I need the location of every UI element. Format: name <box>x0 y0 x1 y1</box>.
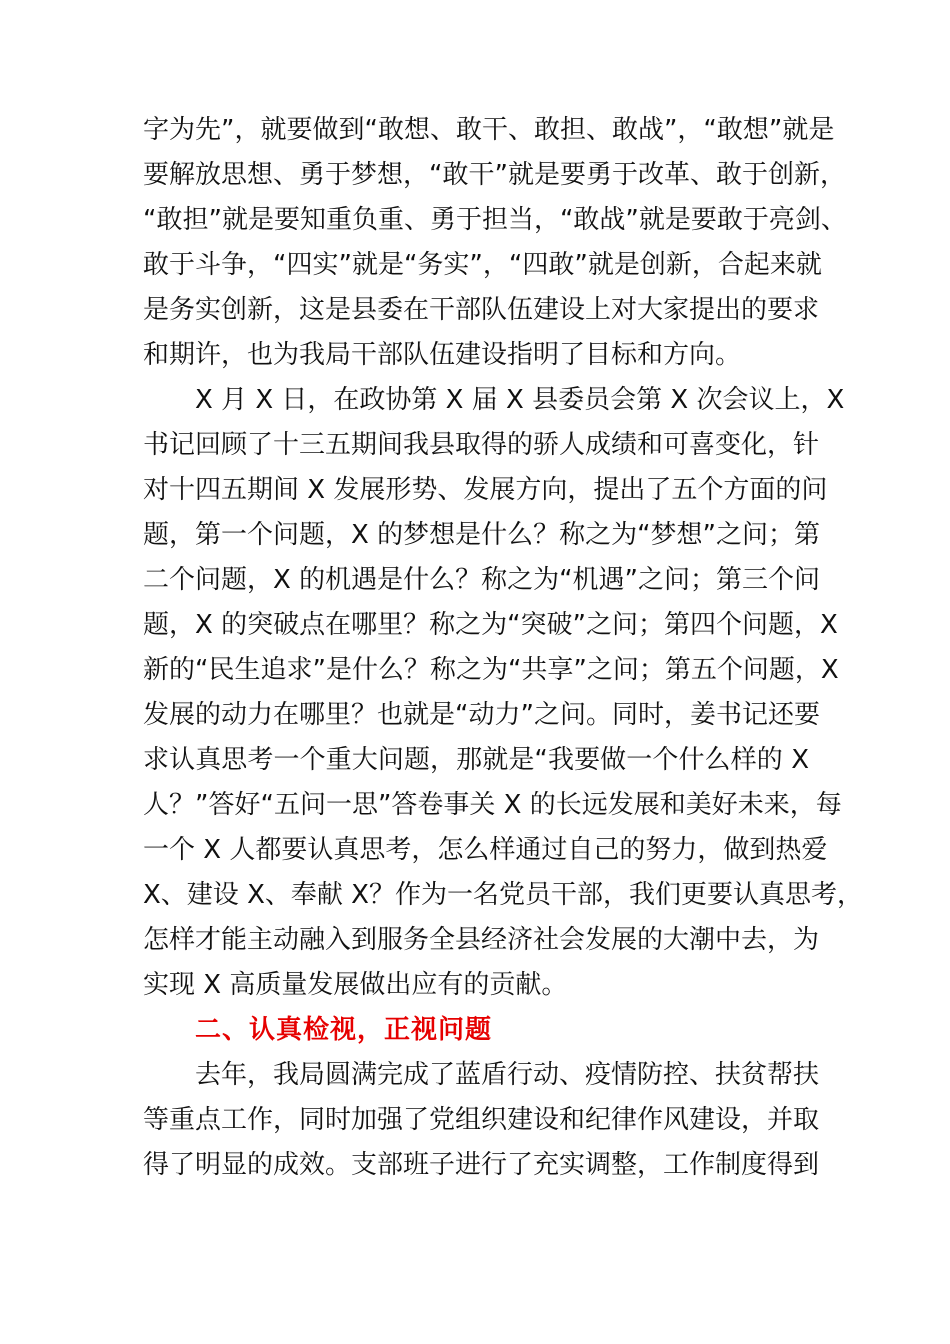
paragraph-2-line-5: 二个问题，X 的机遇是什么？称之为“机遇”之问；第三个问 <box>143 565 821 595</box>
paragraph-1-line-4: 敢于斗争，“四实”就是“务实”，“四敢”就是创新，合起来就 <box>143 250 822 280</box>
paragraph-1-line-2: 要解放思想、勇于梦想，“敢干”就是要勇于改革、敢于创新， <box>143 160 846 190</box>
paragraph-2-line-11: 一个 X 人都要认真思考，怎么样通过自己的努力，做到热爱 <box>143 835 828 865</box>
paragraph-3-line-2: 等重点工作，同时加强了党组织建设和纪律作风建设，并取 <box>143 1105 820 1135</box>
paragraph-2-line-7: 新的“民生追求”是什么？称之为“共享”之问；第五个问题，X <box>143 655 839 685</box>
paragraph-2-line-14: 实现 X 高质量发展做出应有的贡献。 <box>143 970 568 1000</box>
paragraph-1-line-5: 是务实创新，这是县委在干部队伍建设上对大家提出的要求 <box>143 295 820 325</box>
paragraph-2-line-12: X、建设 X、奉献 X？作为一名党员干部，我们更要认真思考， <box>143 880 863 910</box>
paragraph-1-line-3: “敢担”就是要知重负重、勇于担当，“敢战”就是要敢于亮剑、 <box>143 205 847 235</box>
paragraph-2-line-10: 人？”答好“五问一思”答卷事关 X 的长远发展和美好未来，每 <box>143 790 842 820</box>
paragraph-2-line-9: 求认真思考一个重大问题，那就是“我要做一个什么样的 X <box>143 745 809 775</box>
paragraph-2-line-8: 发展的动力在哪里？也就是“动力”之问。同时，姜书记还要 <box>143 700 820 730</box>
paragraph-2-line-4: 题，第一个问题，X 的梦想是什么？称之为“梦想”之问；第 <box>143 520 821 550</box>
paragraph-3-line-3: 得了明显的成效。支部班子进行了充实调整，工作制度得到 <box>143 1150 820 1180</box>
paragraph-1-line-1: 字为先”，就要做到“敢想、敢干、敢担、敢战”，“敢想”就是 <box>143 115 835 145</box>
paragraph-1-line-6: 和期许，也为我局干部队伍建设指明了目标和方向。 <box>143 340 742 370</box>
paragraph-2-line-13: 怎样才能主动融入到服务全县经济社会发展的大潮中去，为 <box>143 925 820 955</box>
paragraph-2-line-1: X 月 X 日，在政协第 X 届 X 县委员会第 X 次会议上，X <box>195 385 845 415</box>
paragraph-2-line-6: 题，X 的突破点在哪里？称之为“突破”之问；第四个问题，X <box>143 610 838 640</box>
paragraph-3-line-1: 去年，我局圆满完成了蓝盾行动、疫情防控、扶贫帮扶 <box>195 1060 820 1090</box>
paragraph-2-line-2: 书记回顾了十三五期间我县取得的骄人成绩和可喜变化，针 <box>143 430 820 460</box>
section-heading: 二、认真检视，正视问题 <box>195 1015 493 1045</box>
paragraph-2-line-3: 对十四五期间 X 发展形势、发展方向，提出了五个方面的问 <box>143 475 828 505</box>
